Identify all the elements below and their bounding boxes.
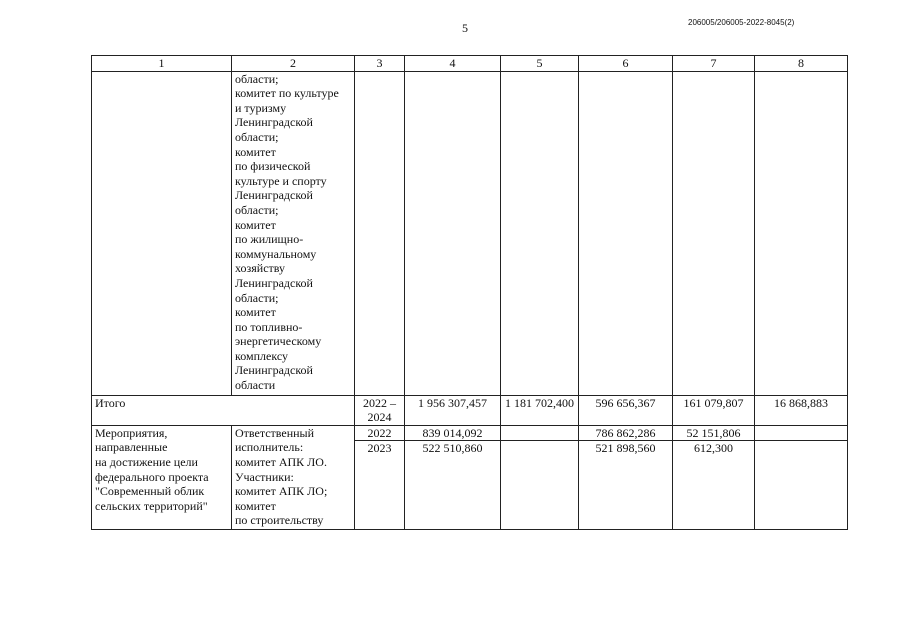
text-line: Ленинградской [235, 188, 313, 203]
value-col5 [501, 441, 579, 530]
value-col6: 786 862,286 [579, 425, 673, 441]
value-col8 [755, 441, 848, 530]
text-line: хозяйству [235, 261, 286, 276]
text-line: направленные [95, 440, 168, 455]
text-line: Ленинградской [235, 363, 313, 378]
total-row [92, 395, 848, 425]
empty-cell [355, 71, 405, 395]
text-line: комитет [235, 217, 276, 232]
total-years: 2022 – 2024 [355, 395, 405, 425]
text-line: федерального проекта [95, 469, 209, 484]
text-line: исполнитель: [235, 440, 304, 455]
value-col8 [755, 425, 848, 441]
total-label: Итого [92, 395, 355, 425]
text-line: энергетическому [235, 334, 322, 349]
empty-cell [405, 71, 501, 395]
value-col6: 521 898,560 [579, 441, 673, 530]
text-line: Ленинградской [235, 115, 313, 130]
value-col4: 522 510,860 [405, 441, 501, 530]
text-line: комитет по культуре [235, 86, 339, 101]
total-col7: 161 079,807 [673, 395, 755, 425]
text-line: комитет [235, 144, 276, 159]
text-line: комплексу [235, 348, 289, 363]
empty-cell [755, 71, 848, 395]
text-line: Участники: [235, 469, 294, 484]
text-line: области; [235, 202, 279, 217]
text-line: по топливно- [235, 319, 303, 334]
budget-table [91, 55, 848, 530]
column-number: 1 [92, 56, 232, 72]
text-line: области; [235, 129, 279, 144]
column-number-row [92, 56, 848, 72]
text-line: "Современный облик [95, 484, 205, 499]
column-number: 4 [405, 56, 501, 72]
year-cell: 2023 [355, 441, 405, 530]
text-line: по строительству [235, 513, 324, 528]
total-col6: 596 656,367 [579, 395, 673, 425]
text-line: коммунальному [235, 246, 317, 261]
participants-cell [232, 71, 355, 395]
event-name-cell [92, 425, 232, 530]
total-col4: 1 956 307,457 [405, 395, 501, 425]
value-col5 [501, 425, 579, 441]
text-line: на достижение цели [95, 454, 198, 469]
column-number: 3 [355, 56, 405, 72]
empty-cell [501, 71, 579, 395]
event-row-2022 [92, 425, 848, 441]
column-number: 8 [755, 56, 848, 72]
empty-cell [673, 71, 755, 395]
column-number: 2 [232, 56, 355, 72]
page-number: 5 [462, 21, 468, 35]
text-line: комитет [235, 305, 276, 320]
column-number: 6 [579, 56, 673, 72]
value-col7: 52 151,806 [673, 425, 755, 441]
text-line: комитет АПК ЛО; [235, 484, 328, 499]
total-col5: 1 181 702,400 [501, 395, 579, 425]
value-col7: 612,300 [673, 441, 755, 530]
year-cell: 2022 [355, 425, 405, 441]
empty-cell [92, 71, 232, 395]
continuation-row [92, 71, 848, 395]
text-line: и туризму [235, 100, 287, 115]
text-line: Мероприятия, [95, 425, 168, 440]
text-line: комитет [235, 498, 276, 513]
column-number: 7 [673, 56, 755, 72]
empty-cell [579, 71, 673, 395]
column-number: 5 [501, 56, 579, 72]
text-line: культуре и спорту [235, 173, 327, 188]
text-line: области; [235, 71, 279, 86]
document-code: 206005/206005-2022-8045(2) [688, 18, 795, 27]
text-line: по физической [235, 159, 311, 174]
text-line: сельских территорий" [95, 498, 208, 513]
text-line: по жилищно- [235, 232, 304, 247]
value-col4: 839 014,092 [405, 425, 501, 441]
text-line: Ответственный [235, 425, 315, 440]
text-line: комитет АПК ЛО. [235, 454, 327, 469]
text-line: области; [235, 290, 279, 305]
text-line: области [235, 378, 276, 393]
total-col8: 16 868,883 [755, 395, 848, 425]
text-line: Ленинградской [235, 275, 313, 290]
event-executor-cell [232, 425, 355, 530]
